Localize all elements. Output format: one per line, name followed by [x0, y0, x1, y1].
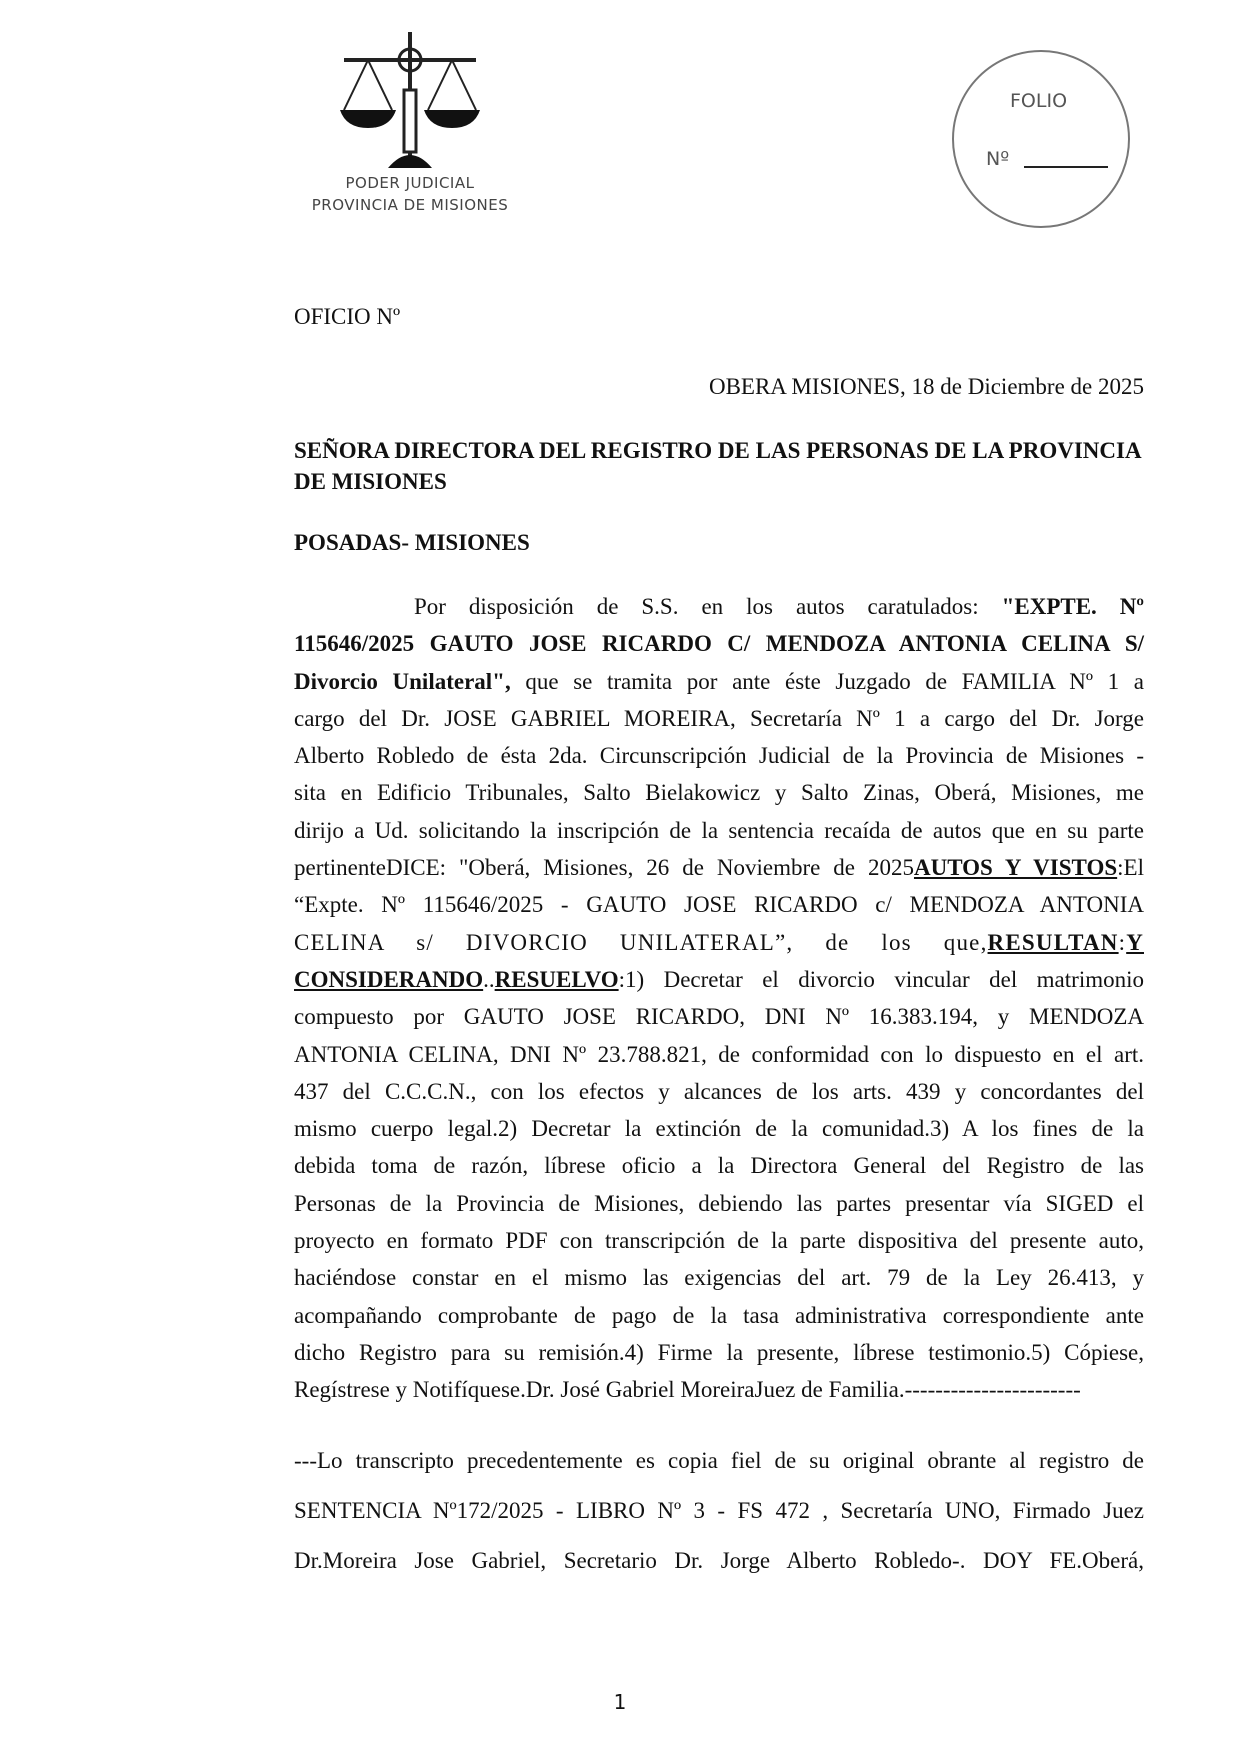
body-line: proyecto en formato PDF con transcripción de la parte dispositiva del presente auto, [294, 1228, 1144, 1254]
oficio-number: OFICIO Nº [294, 304, 401, 329]
body-line: cargo del Dr. JOSE GABRIEL MOREIRA, Secretaría Nº 1 a cargo del Dr. Jorge [294, 705, 1144, 731]
page-number: 1 [613, 1690, 627, 1714]
body-line: pertinenteDICE: "Oberá, Misiones, 26 de Noviembre de 2025AUTOS Y VISTOS:El [294, 855, 1144, 881]
resultan: RESULTAN [987, 929, 1119, 955]
folio-stamp [952, 50, 1130, 228]
body-line: compuesto por GAUTO JOSE RICARDO, DNI Nº 16.383.194, y MENDOZA [294, 1004, 1144, 1030]
body-line: ANTONIA CELINA, DNI Nº 23.788.821, de conformidad con lo dispuesto en el art. [294, 1041, 1144, 1067]
body-line: Regístrese y Notifíquese.Dr. José Gabriel MoreiraJuez de Familia.----------------------- [294, 1377, 1081, 1403]
body-line: sita en Edificio Tribunales, Salto Bielakowicz y Salto Zinas, Oberá, Misiones, me [294, 780, 1144, 806]
body-line: “Expte. Nº 115646/2025 - GAUTO JOSE RICARDO c/ MENDOZA ANTONIA [294, 892, 1144, 918]
folio-label: FOLIO [1010, 90, 1068, 112]
considerando-y: Y [1126, 929, 1144, 955]
body-line: debida toma de razón, líbrese oficio a la Directora General del Registro de las [294, 1153, 1144, 1179]
autos-y-vistos: AUTOS Y VISTOS [913, 855, 1118, 881]
recipient-city: POSADAS- MISIONES [294, 530, 530, 555]
body-line: Por disposición de S.S. en los autos caratulados: "EXPTE. Nº [414, 594, 1144, 619]
place-date: OBERA MISIONES, 18 de Diciembre de 2025 [708, 374, 1144, 399]
body-line: Divorcio Unilateral", que se tramita por ante éste Juzgado de FAMILIA Nº 1 a [294, 668, 1144, 694]
body-line: acompañando comprobante de pago de la tasa administrativa correspondiente ante [294, 1302, 1144, 1328]
body-line: mismo cuerpo legal.2) Decretar la extinción de la comunidad.3) A los fines de la [294, 1116, 1144, 1142]
recipient-line-1: SEÑORA DIRECTORA DEL REGISTRO DE LAS PERSONAS DE LA PROVINCIA [294, 438, 1142, 463]
body-line: 437 del C.C.C.N., con los efectos y alcances de los arts. 439 y concordantes del [294, 1078, 1144, 1104]
body-line: dirijo a Ud. solicitando la inscripción de la sentencia recaída de autos que en su parte [294, 817, 1144, 843]
recipient-line-2: DE MISIONES [294, 469, 447, 494]
court-logo [300, 30, 520, 220]
body-line: CONSIDERANDO..RESUELVO:1) Decretar el divorcio vincular del matrimonio [294, 966, 1144, 992]
body-line: Personas de la Provincia de Misiones, debiendo las partes presentar vía SIGED el [294, 1190, 1144, 1216]
logo-text-provincia: PROVINCIA DE MISIONES [311, 196, 509, 214]
body-line: dicho Registro para su remisión.4) Firme la presente, líbrese testimonio.5) Cópiese, [294, 1339, 1144, 1365]
body-line: Alberto Robledo de ésta 2da. Circunscripción Judicial de la Provincia de Misiones - [294, 743, 1144, 769]
folio-number-blank [1024, 166, 1108, 168]
resuelvo: RESUELVO [494, 966, 619, 992]
transcript-line-1: ---Lo transcripto precedentemente es copia fiel de su original obrante al registro de [294, 1448, 1144, 1473]
transcript-line-2: SENTENCIA Nº172/2025 - LIBRO Nº 3 - FS 472 , Secretaría UNO, Firmado Juez [294, 1498, 1144, 1523]
logo-text-poder-judicial: PODER JUDICIAL [345, 174, 475, 192]
body-line: haciéndose constar en el mismo las exigencias del art. 79 de la Ley 26.413, y [294, 1265, 1144, 1291]
body-line: CELINA s/ DIVORCIO UNILATERAL”, de los que,RESULTAN:Y [294, 929, 1144, 955]
scales-of-justice-icon [338, 30, 482, 172]
transcript-line-3: Dr.Moreira Jose Gabriel, Secretario Dr. Jorge Alberto Robledo-. DOY FE.Oberá, [294, 1548, 1144, 1573]
folio-number-label: Nº [986, 148, 1010, 170]
considerando: CONSIDERANDO [294, 966, 484, 992]
body-line: 115646/2025 GAUTO JOSE RICARDO C/ MENDOZA ANTONIA CELINA S/ [294, 631, 1144, 657]
body-paragraph [294, 588, 1144, 1409]
